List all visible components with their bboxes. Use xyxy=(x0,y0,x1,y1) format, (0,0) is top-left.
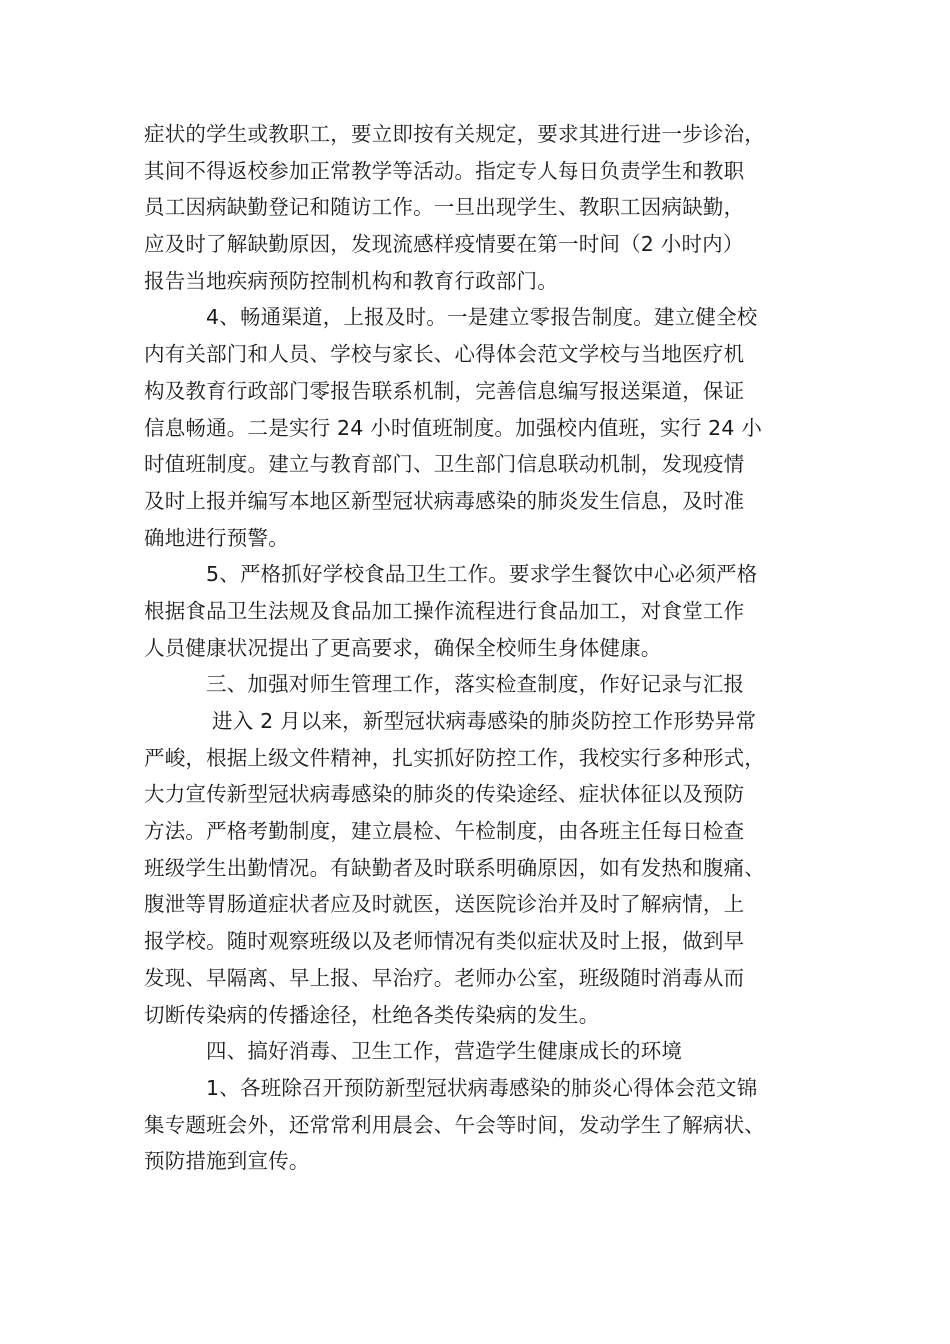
paragraph-start-line: 5、严格抓好学校食品卫生工作。要求学生餐饮中心必须严格 xyxy=(206,562,758,587)
paragraph-start-line: 4、畅通渠道，上报及时。一是建立零报告制度。建立健全校 xyxy=(206,305,758,330)
text-line: 应及时了解缺勤原因，发现流感样疫情要在第一时间（2 小时内） xyxy=(144,232,744,257)
text-line: 确地进行预警。 xyxy=(144,525,289,550)
text-line: 及时上报并编写本地区新型冠状病毒感染的肺炎发生信息，及时准 xyxy=(144,488,745,513)
text-line: 症状的学生或教职工，要立即按有关规定，要求其进行进一步诊治， xyxy=(144,122,765,146)
text-line: 报告当地疾病预防控制机构和教育行政部门。 xyxy=(144,268,558,293)
section-heading: 三、加强对师生管理工作，落实检查制度，作好记录与汇报 xyxy=(206,672,745,697)
text-line: 内有关部门和人员、学校与家长、心得体会范文学校与当地医疗机 xyxy=(144,342,745,367)
text-line: 信息畅通。二是实行 24 小时值班制度。加强校内值班，实行 24 小 xyxy=(144,415,763,440)
paragraph-start-line: 进入 2 月以来，新型冠状病毒感染的肺炎防控工作形势异常 xyxy=(212,709,757,733)
text-line: 人员健康状况提出了更高要求，确保全校师生身体健康。 xyxy=(144,635,662,660)
text-line: 根据食品卫生法规及食品加工操作流程进行食品加工，对食堂工作 xyxy=(144,598,745,623)
text-line: 班级学生出勤情况。有缺勤者及时联系明确原因，如有发热和腹痛、 xyxy=(144,855,765,880)
text-line: 其间不得返校参加正常教学等活动。指定专人每日负责学生和教职 xyxy=(144,158,745,183)
text-line: 方法。严格考勤制度，建立晨检、午检制度，由各班主任每日检查 xyxy=(144,819,745,844)
text-line: 切断传染病的传播途径，杜绝各类传染病的发生。 xyxy=(144,1002,600,1027)
text-line: 预防措施到宣传。 xyxy=(144,1149,310,1174)
text-line: 时值班制度。建立与教育部门、卫生部门信息联动机制，发现疫情 xyxy=(144,452,745,477)
text-line: 报学校。随时观察班级以及老师情况有类似症状及时上报，做到早 xyxy=(144,929,745,954)
text-line: 构及教育行政部门零报告联系机制，完善信息编写报送渠道，保证 xyxy=(144,378,745,403)
text-line: 严峻，根据上级文件精神，扎实抓好防控工作，我校实行多种形式， xyxy=(144,745,765,770)
text-line: 发现、早隔离、早上报、早治疗。老师办公室，班级随时消毒从而 xyxy=(144,965,745,990)
text-line: 腹泄等胃肠道症状者应及时就医，送医院诊治并及时了解病情，上 xyxy=(144,892,745,917)
paragraph-start-line: 1、各班除召开预防新型冠状病毒感染的肺炎心得体会范文锦 xyxy=(206,1075,758,1100)
text-line: 大力宣传新型冠状病毒感染的肺炎的传染途经、症状体征以及预防 xyxy=(144,782,745,807)
document-body xyxy=(144,116,834,1180)
section-heading: 四、搞好消毒、卫生工作，营造学生健康成长的环境 xyxy=(206,1039,683,1064)
text-line: 员工因病缺勤登记和随访工作。一旦出现学生、教职工因病缺勤， xyxy=(144,195,745,220)
text-line: 集专题班会外，还常常利用晨会、午会等时间，发动学生了解病状、 xyxy=(144,1112,765,1137)
